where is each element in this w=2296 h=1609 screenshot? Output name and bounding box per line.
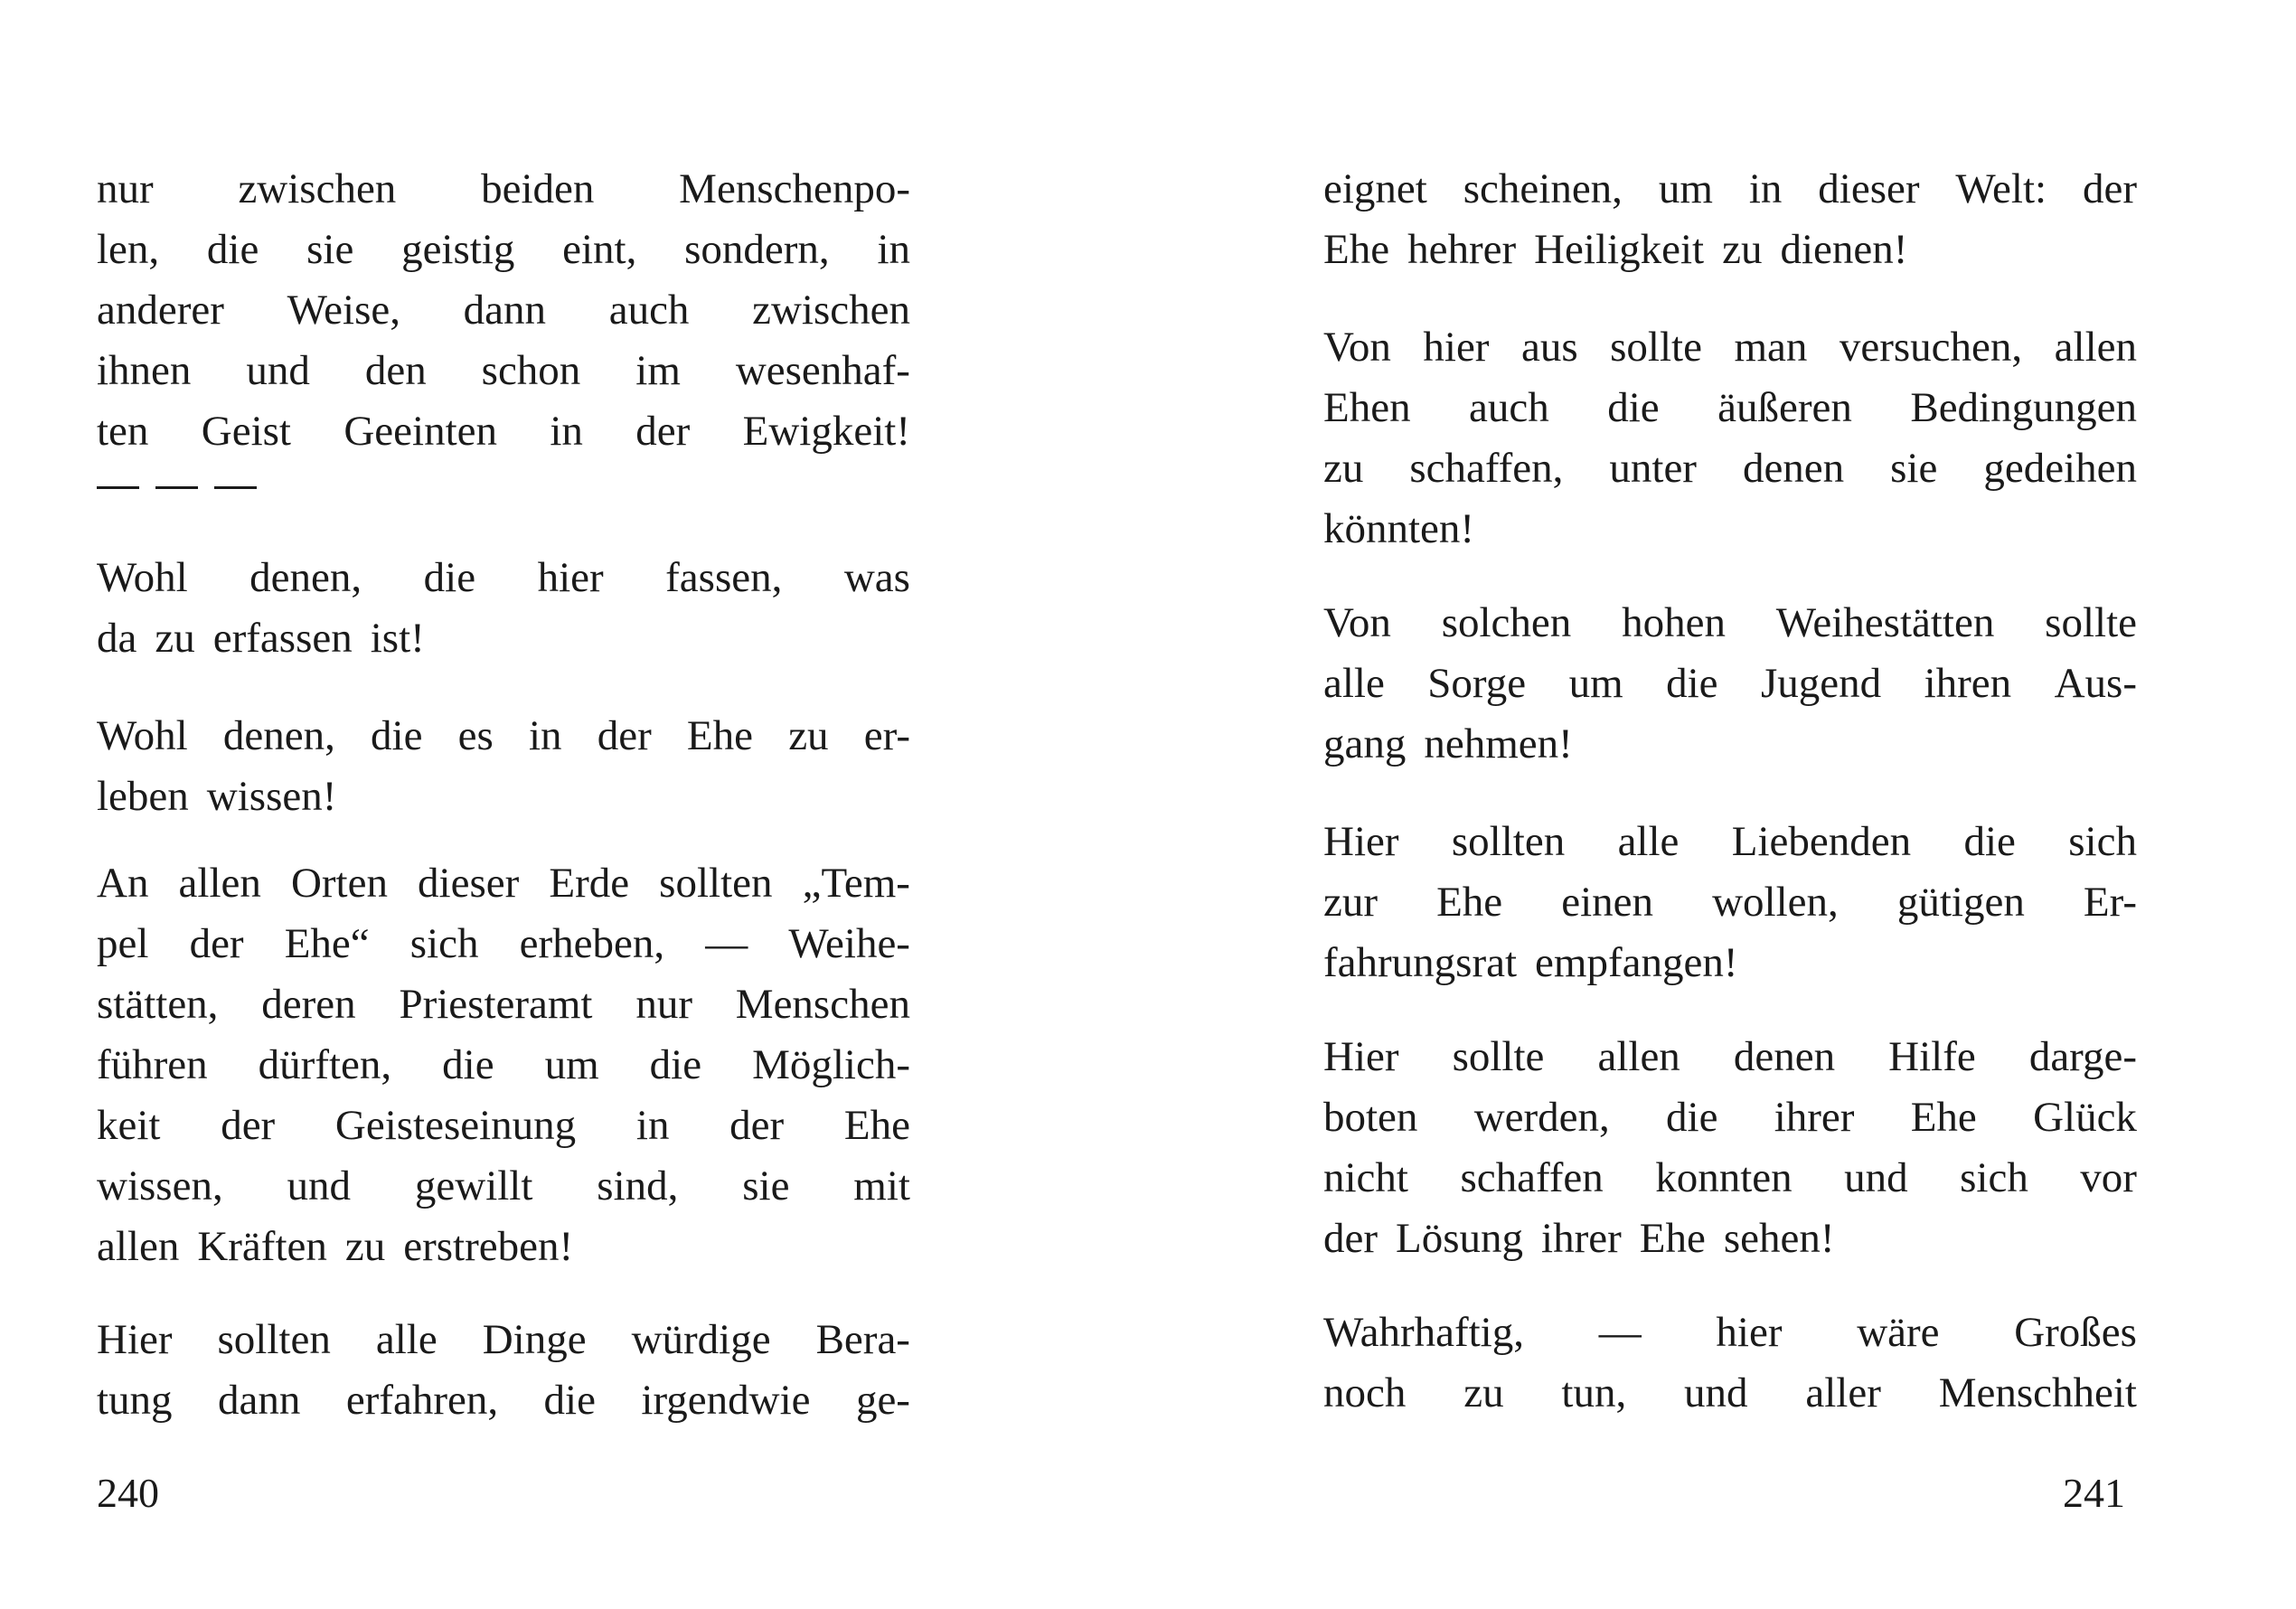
text-line: Ehe hehrer Heiligkeit zu dienen!	[1323, 226, 1908, 273]
text-line: len, die sie geistig eint, sondern, in	[97, 226, 910, 273]
text-line: eignet scheinen, um in dieser Welt: der	[1323, 165, 2137, 212]
text-line: nicht schaffen konnten und sich vor	[1323, 1154, 2137, 1201]
text-line: da zu erfassen ist!	[97, 615, 425, 662]
text-line: leben wissen!	[97, 773, 337, 820]
text-line: tung dann erfahren, die irgendwie ge-	[97, 1377, 910, 1424]
text-line: noch zu tun, und aller Menschheit	[1323, 1369, 2137, 1416]
text-line: zu schaffen, unter denen sie gedeihen	[1323, 445, 2137, 492]
text-line: Hier sollte allen denen Hilfe darge-	[1323, 1033, 2137, 1080]
text-line: Hier sollten alle Dinge würdige Bera-	[97, 1316, 910, 1363]
text-line: könnten!	[1323, 505, 1475, 552]
text-line: nur zwischen beiden Menschenpo-	[97, 165, 910, 212]
text-line: boten werden, die ihrer Ehe Glück	[1323, 1094, 2137, 1141]
page-number-left: 240	[97, 1470, 159, 1516]
text-line: Ehen auch die äußeren Bedingungen	[1323, 384, 2137, 431]
text-line: Von hier aus sollte man versuchen, allen	[1323, 324, 2137, 371]
text-line: wissen, und gewillt sind, sie mit	[97, 1162, 910, 1209]
text-line: keit der Geisteseinung in der Ehe	[97, 1102, 910, 1149]
section-break-dash	[214, 486, 257, 489]
text-line: Von solchen hohen Weihestätten sollte	[1323, 599, 2137, 646]
text-line: stätten, deren Priesteramt nur Menschen	[97, 981, 910, 1028]
text-line: Wohl denen, die es in der Ehe zu er-	[97, 712, 910, 759]
text-line: gang nehmen!	[1323, 720, 1573, 767]
text-line: An allen Orten dieser Erde sollten „Tem-	[97, 860, 910, 907]
text-line: ihnen und den schon im wesenhaf-	[97, 347, 910, 394]
text-line: alle Sorge um die Jugend ihren Aus-	[1323, 660, 2137, 707]
text-line: Wohl denen, die hier fassen, was	[97, 554, 910, 601]
page-number-right: 241	[2063, 1470, 2125, 1516]
text-line: zur Ehe einen wollen, gütigen Er-	[1323, 879, 2137, 926]
text-line: ten Geist Geeinten in der Ewigkeit!	[97, 408, 910, 455]
text-line: Wahrhaftig, — hier wäre Großes	[1323, 1309, 2137, 1356]
text-line: Hier sollten alle Liebenden die sich	[1323, 818, 2137, 865]
text-line: der Lösung ihrer Ehe sehen!	[1323, 1215, 1835, 1262]
section-break	[97, 486, 268, 490]
text-line: allen Kräften zu erstreben!	[97, 1223, 574, 1270]
text-line: führen dürften, die um die Möglich-	[97, 1041, 910, 1088]
text-line: anderer Weise, dann auch zwischen	[97, 287, 910, 334]
section-break-dash	[155, 486, 198, 489]
text-line: fahrungsrat empfangen!	[1323, 939, 1738, 986]
text-line: pel der Ehe“ sich erheben, — Weihe-	[97, 920, 910, 967]
section-break-dash	[97, 486, 139, 489]
